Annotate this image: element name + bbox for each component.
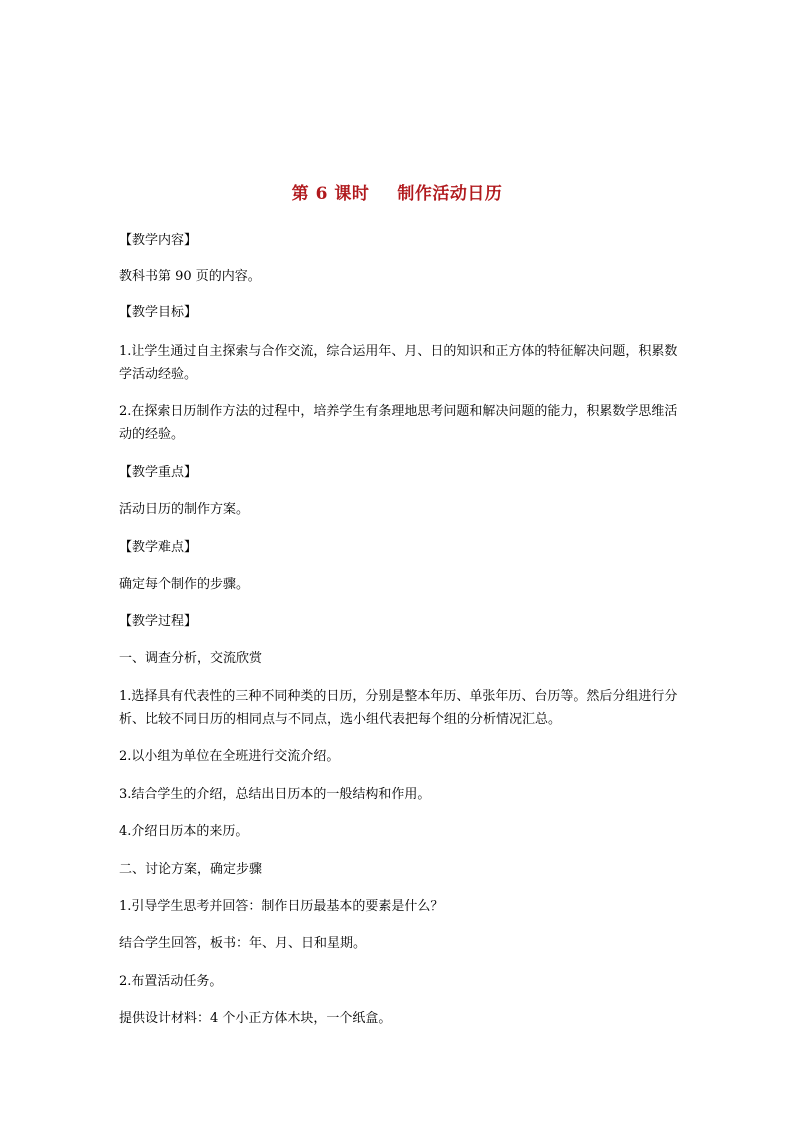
objective-item-1: 1.让学生通过自主探索与合作交流，综合运用年、月、日的知识和正方体的特征解决问题，积累数学活动经验。 — [119, 344, 678, 382]
discussion-note: 结合学生回答，板书：年、月、日和星期。 — [119, 936, 367, 951]
section-heading-process: 【教学过程】 — [119, 614, 198, 629]
subsection-heading-2: 二、讨论方案，确定步骤 — [119, 862, 263, 877]
process-item-2: 2.以小组为单位在全班进行交流介绍。 — [119, 749, 340, 764]
materials-note: 提供设计材料：4 个小正方体木块，一个纸盒。 — [119, 1011, 392, 1026]
lesson-title — [0, 179, 794, 204]
subsection-heading-1: 一、调查分析，交流欣赏 — [119, 651, 263, 666]
objective-item-2: 2.在探索日历制作方法的过程中，培养学生有条理地思考问题和解决问题的能力，积累数学思维活动的经验。 — [119, 404, 678, 442]
section-heading-difficulty: 【教学难点】 — [119, 540, 198, 555]
section-heading-key-point: 【教学重点】 — [119, 465, 198, 480]
lesson-topic: 制作活动日历 — [397, 184, 503, 204]
discussion-item-2: 2.布置活动任务。 — [119, 974, 223, 989]
process-item-1: 1.选择具有代表性的三种不同种类的日历，分别是整本年历、单张年历、台历等。然后分组进行分析、比较不同日历的相同点与不同点，选小组代表把每个组的分析情况汇总。 — [119, 689, 678, 727]
lesson-number: 第 6 课时 — [291, 184, 370, 204]
process-item-4: 4.介绍日历本的来历。 — [119, 824, 249, 839]
paragraph-key-point: 活动日历的制作方案。 — [119, 502, 250, 517]
paragraph-content: 教科书第 90 页的内容。 — [119, 269, 261, 284]
process-item-3: 3.结合学生的介绍，总结出日历本的一般结构和作用。 — [119, 787, 431, 802]
paragraph-difficulty: 确定每个制作的步骤。 — [119, 577, 250, 592]
section-heading-content: 【教学内容】 — [119, 233, 198, 248]
section-heading-objectives: 【教学目标】 — [119, 305, 198, 320]
discussion-item-1: 1.引导学生思考并回答：制作日历最基本的要素是什么？ — [119, 899, 444, 914]
